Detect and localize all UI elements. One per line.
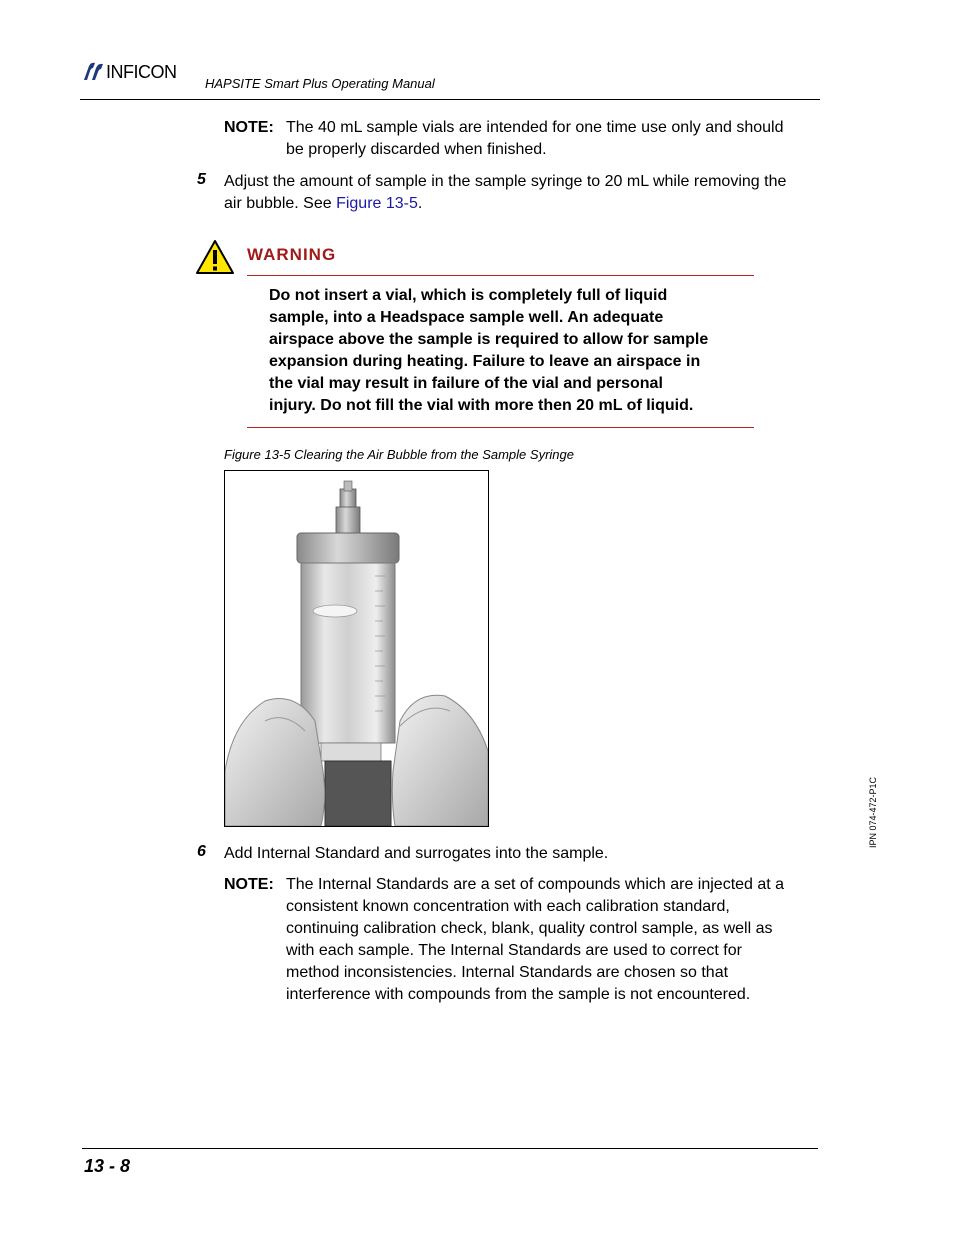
note-text-line: continuing calibration check, blank, quality control sample, as well as: [286, 920, 773, 937]
inficon-logo-mark-icon: [82, 62, 104, 82]
figure-caption: Figure 13-5 Clearing the Air Bubble from the Sample Syringe: [224, 447, 574, 462]
warning-line: sample, into a Headspace sample well. An adequate: [269, 309, 664, 326]
warning-body: [269, 285, 739, 417]
note-text-line: be properly discarded when finished.: [286, 141, 547, 158]
header-divider: [80, 99, 820, 100]
figure-link[interactable]: Figure 13-5: [336, 195, 418, 212]
logo-wordmark: INFICON: [106, 62, 177, 82]
warning-triangle-icon: [195, 239, 235, 275]
warning-divider-bottom: [247, 427, 754, 428]
note-text-line: The Internal Standards are a set of compounds which are injected at a: [286, 876, 785, 893]
manual-title: HAPSITE Smart Plus Operating Manual: [205, 76, 435, 91]
note-label: NOTE:: [224, 876, 274, 893]
warning-line: the vial may result in failure of the vial and personal: [269, 375, 663, 392]
warning-line: injury. Do not fill the vial with more then 20 mL of liquid.: [269, 397, 694, 414]
note-text-line: The 40 mL sample vials are intended for one time use only and should: [286, 119, 784, 136]
note-text-line: method inconsistencies. Internal Standards are chosen so that: [286, 964, 729, 981]
ipn-label: IPN 074-472-P1C: [868, 776, 878, 848]
warning-line: expansion during heating. Failure to leave an airspace in: [269, 353, 701, 370]
footer-divider: [82, 1148, 818, 1149]
page-number: 13 - 8: [84, 1156, 131, 1176]
syringe-photo: [224, 470, 489, 827]
step-text-line: Add Internal Standard and surrogates into the sample.: [224, 845, 609, 862]
note-text-line: interference with compounds from the sample is not encountered.: [286, 986, 751, 1003]
note-text: [286, 874, 826, 1006]
note-text-line: consistent known concentration with each calibration standard,: [286, 898, 730, 915]
step-text-prefix: air bubble. See: [224, 195, 337, 212]
step-number: 5: [197, 171, 206, 188]
step-number: 6: [197, 843, 206, 860]
note-label: NOTE:: [224, 119, 274, 136]
warning-line: Do not insert a vial, which is completely full of liquid: [269, 287, 668, 304]
warning-line: airspace above the sample is required to allow for sample: [269, 331, 709, 348]
syringe-illustration: [225, 471, 488, 826]
warning-divider-top: [247, 275, 754, 276]
note-text-line: with each sample. The Internal Standards are used to correct for: [286, 942, 742, 959]
step-text-suffix: .: [417, 195, 423, 212]
step-text-line: [224, 193, 422, 215]
step-text-line: Adjust the amount of sample in the sample syringe to 20 mL while removing the: [224, 173, 787, 190]
warning-title: WARNING: [247, 245, 337, 264]
